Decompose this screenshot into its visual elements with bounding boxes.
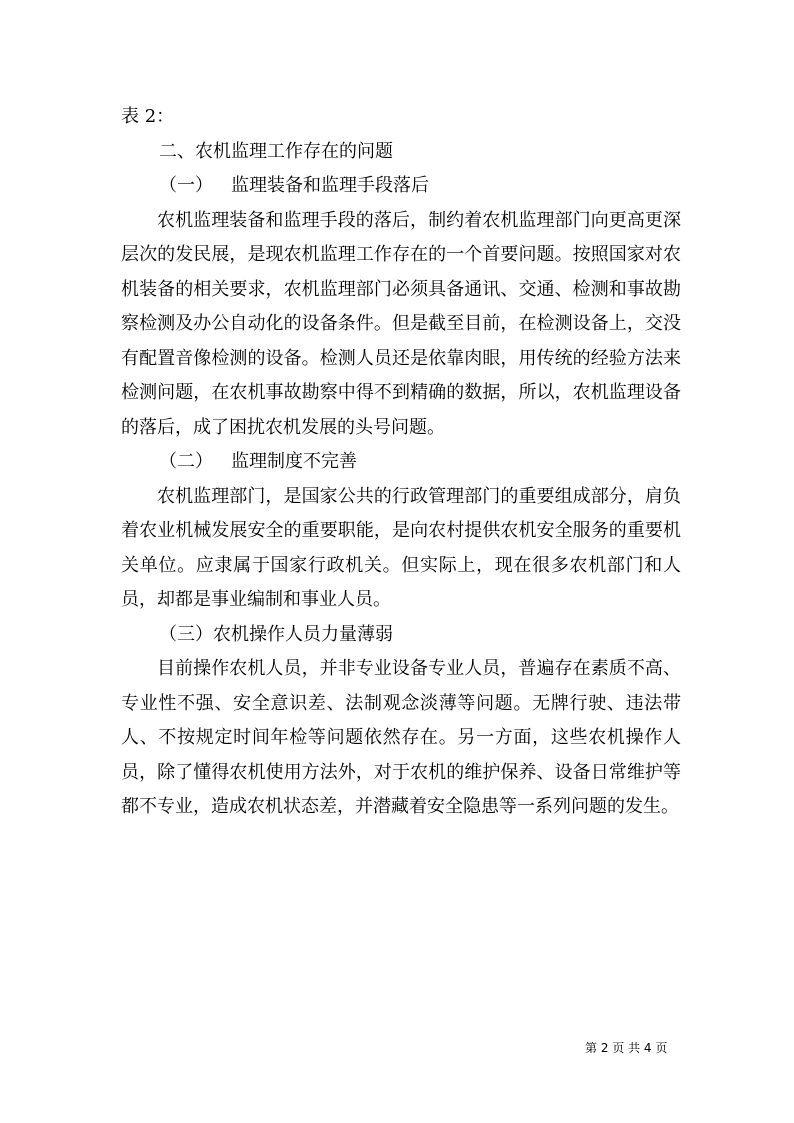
subsection-heading-3: [121, 618, 681, 653]
document-body: [121, 100, 681, 825]
subsection-title: 农机操作人员力量薄弱: [213, 623, 393, 645]
subsection-heading-2: [121, 445, 681, 480]
page-number-footer: 第 2 页 共 4 页: [585, 1041, 668, 1055]
table-reference: 表 2：: [121, 106, 175, 127]
subsection-paragraph-3: 目前操作农机人员，并非专业设备专业人员，普遍存在素质不高、专业性不强、安全意识差、法制观念淡薄等问题。无牌行驶、违法带人、不按规定时间年检等问题依然存在。另一方面，这些农机操作人员，除了懂得农机使用方法外，对于农机的维护保养、设备日常维护等都不专业，造成农机状态差，并潜藏着安全隐患等一系列问题的发生。: [121, 658, 681, 817]
subsection-paragraph-1: 农机监理装备和监理手段的落后，制约着农机监理部门向更高更深层次的发民展，是现农机监理工作存在的一个首要问题。按照国家对农机装备的相关要求，农机监理部门必须具备通讯、交通、检测和事故勘察检测及办公自动化的设备条件。但是截至目前，在检测设备上，交没有配置音像检测的设备。检测人员还是依靠肉眼，用传统的经验方法来检测问题，在农机事故勘察中得不到精确的数据，所以，农机监理设备的落后，成了困扰农机发展的头号问题。: [121, 209, 681, 438]
subsection-number: （一）: [159, 175, 213, 196]
subsection-number: （二）: [159, 451, 213, 472]
subsection-heading-1: [121, 169, 681, 204]
subsection-title: 监理装备和监理手段落后: [231, 175, 429, 196]
section-title: 二、农机监理工作存在的问题: [159, 140, 393, 162]
subsection-number: （三）: [159, 623, 213, 645]
subsection-title: 监理制度不完善: [231, 451, 357, 472]
subsection-paragraph-2: 农机监理部门，是国家公共的行政管理部门的重要组成部分，肩负着农业机械发展安全的重要职能，是向农村提供农机安全服务的重要机关单位。应隶属于国家行政机关。但实际上，现在很多农机部门和人员，却都是事业编制和事业人员。: [121, 485, 681, 610]
